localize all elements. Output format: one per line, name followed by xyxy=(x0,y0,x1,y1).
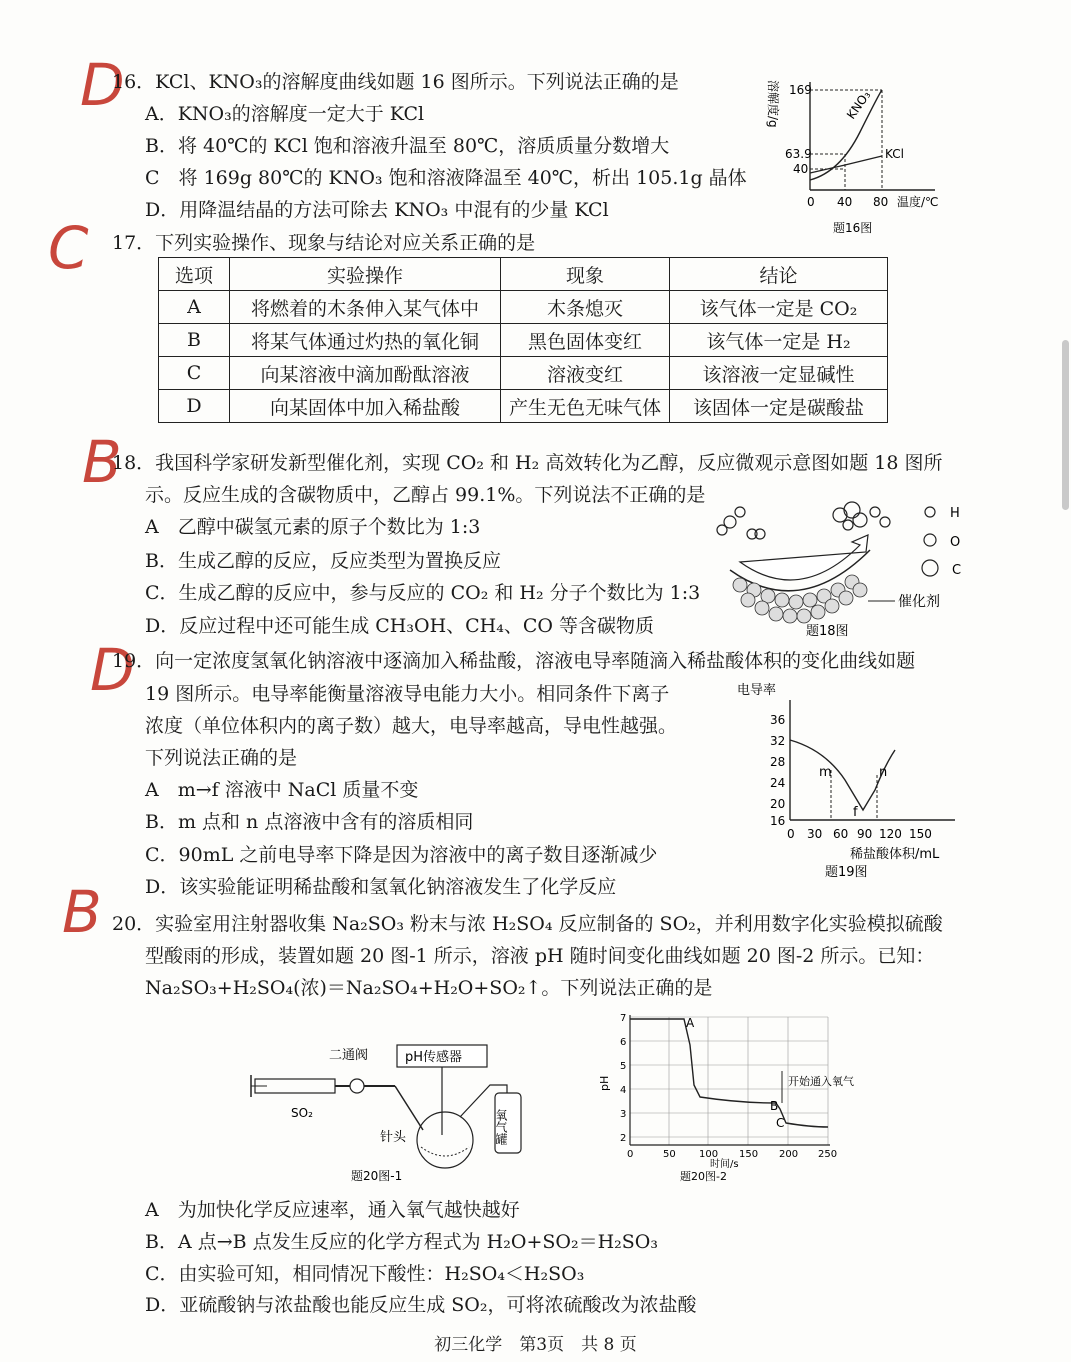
q20-option-d: D．亚硫酸钠与浓盐酸也能反应生成 SO₂，可将浓硫酸改为浓盐酸 xyxy=(145,1294,697,1316)
handwritten-answer-18: B xyxy=(82,428,122,496)
q19-stem-line4: 下列说法正确的是 xyxy=(145,747,298,769)
table-cell: 将燃着的木条伸入某气体中 xyxy=(230,291,501,324)
q20-ytick: 4 xyxy=(620,1085,627,1096)
page-footer: 初三化学 第3页 共 8 页 xyxy=(434,1335,637,1355)
q19-xtick: 0 xyxy=(787,827,795,841)
table-cell: 黑色固体变红 xyxy=(501,324,670,357)
q20-ytick: 2 xyxy=(620,1133,627,1144)
q17-stem: 17．下列实验操作、现象与结论对应关系正确的是 xyxy=(112,232,536,254)
table-cell: 向某溶液中滴加酚酞溶液 xyxy=(230,357,501,390)
q20-stem-line3: Na₂SO₃+H₂SO₄(浓)＝Na₂SO₄+H₂O+SO₂↑。下列说法正确的是 xyxy=(145,977,713,999)
q20-stem-line2: 型酸雨的形成，装置如题 20 图-1 所示，溶液 pH 随时间变化曲线如题 20 图-2 所示。已知： xyxy=(145,945,935,967)
table-header: 结论 xyxy=(670,258,888,291)
q20-xtick: 200 xyxy=(779,1149,799,1160)
q20-ytick: 7 xyxy=(620,1013,627,1024)
q20-point-a: A xyxy=(686,1016,695,1030)
q19-ytick: 24 xyxy=(770,776,786,790)
q16-xtick-80: 80 xyxy=(873,195,889,209)
table-cell: 该溶液一定显碱性 xyxy=(670,357,888,390)
q16-series-kno3: KNO₃ xyxy=(843,88,874,122)
oxygen-tank-label: 氧气罐 xyxy=(494,1109,508,1145)
table-cell: D xyxy=(159,390,230,423)
table-row xyxy=(159,390,888,423)
q18-option-b: B．生成乙醇的反应，反应类型为置换反应 xyxy=(145,550,501,572)
q20-option-b: B．A 点→B 点发生反应的化学方程式为 H₂O+SO₂＝H₂SO₃ xyxy=(145,1231,658,1253)
q20-xlabel: 时间/s xyxy=(710,1159,739,1170)
q19-xtick: 150 xyxy=(909,827,932,841)
q16-option-a: A．KNO₃的溶解度一定大于 KCl xyxy=(145,103,425,125)
q19-stem-line3: 浓度（单位体积内的离子数）越大，电导率越高，导电性越强。 xyxy=(145,715,678,737)
q19-option-c: C．90mL 之前电导率下降是因为溶液中的离子数目逐渐减少 xyxy=(145,844,658,866)
q18-micro-diagram xyxy=(700,490,990,640)
table-cell: 溶液变红 xyxy=(501,357,670,390)
needle-label: 针头 xyxy=(380,1130,407,1145)
q19-caption: 题19图 xyxy=(825,865,868,880)
q19-xlabel: 稀盐酸体积/mL xyxy=(850,847,940,862)
legend-o: O xyxy=(950,535,961,550)
table-cell: 该固体一定是碳酸盐 xyxy=(670,390,888,423)
q20-ylabel: pH xyxy=(598,1075,611,1091)
q19-xtick: 90 xyxy=(857,827,873,841)
handwritten-answer-16: D xyxy=(80,51,125,119)
valve-label: 二通阀 xyxy=(329,1048,369,1063)
q20-fig2-caption: 题20图-2 xyxy=(680,1170,727,1183)
q19-option-b: B．m 点和 n 点溶液中含有的溶质相同 xyxy=(145,811,474,833)
q19-point-f: f xyxy=(853,805,858,820)
q20-point-c: C xyxy=(776,1116,785,1130)
table-cell: 木条熄灭 xyxy=(501,291,670,324)
q18-option-c: C．生成乙醇的反应中，参与反应的 CO₂ 和 H₂ 分子个数比为 1:3 xyxy=(145,582,701,604)
legend-h: H xyxy=(950,506,960,521)
ph-sensor-label: pH传感器 xyxy=(405,1050,463,1065)
q20-ytick: 6 xyxy=(620,1037,627,1048)
handwritten-answer-17: C xyxy=(48,214,89,282)
q16-ytick-169: 169 xyxy=(789,83,812,97)
table-cell: B xyxy=(159,324,230,357)
q20-point-b: B xyxy=(770,1099,779,1113)
table-cell: 该气体一定是 H₂ xyxy=(670,324,888,357)
table-header: 选项 xyxy=(159,258,230,291)
q16-ytick-40: 40 xyxy=(793,162,809,176)
q16-xlabel: 温度/℃ xyxy=(897,195,939,209)
q16-stem: 16．KCl、KNO₃的溶解度曲线如题 16 图所示。下列说法正确的是 xyxy=(112,71,679,93)
q18-option-d: D．反应过程中还可能生成 CH₃OH、CH₄、CO 等含碳物质 xyxy=(145,615,655,637)
q19-xtick: 30 xyxy=(807,827,823,841)
q16-option-c: C 将 169g 80℃的 KNO₃ 饱和溶液降温至 40℃，析出 105.1g 晶体 xyxy=(145,167,747,189)
table-header: 现象 xyxy=(501,258,670,291)
q19-ylabel: 电导率 xyxy=(737,683,777,698)
q20-fig1-caption: 题20图-1 xyxy=(351,1169,403,1183)
q20-ph-curve xyxy=(630,1019,828,1127)
catalyst-label: 催化剂 xyxy=(898,594,940,610)
handwritten-answer-20: B xyxy=(62,878,102,946)
table-row xyxy=(159,324,888,357)
q20-xtick: 100 xyxy=(699,1149,719,1160)
q16-ytick-639: 63.9 xyxy=(785,147,812,161)
q16-kno3-curve xyxy=(810,90,882,180)
q16-option-d: D．用降温结晶的方法可除去 KNO₃ 中混有的少量 KCl xyxy=(145,199,609,221)
q16-kcl-curve xyxy=(810,156,882,173)
q18-stem-line1: 18．我国科学家研发新型催化剂，实现 CO₂ 和 H₂ 高效转化为乙醇，反应微观示意图如题 18 图所 xyxy=(112,452,943,474)
q19-conductivity-chart xyxy=(735,680,965,880)
q19-xtick: 120 xyxy=(879,827,902,841)
q20-apparatus-diagram xyxy=(245,1035,545,1185)
q19-stem-line2: 19 图所示。电导率能衡量溶液导电能力大小。相同条件下离子 xyxy=(145,683,670,705)
table-header: 实验操作 xyxy=(230,258,501,291)
table-cell: 该气体一定是 CO₂ xyxy=(670,291,888,324)
q20-annotation: 开始通入氧气 xyxy=(788,1075,854,1088)
q16-solubility-chart xyxy=(765,72,955,237)
q18-stem-line2: 示。反应生成的含碳物质中，乙醇占 99.1%。下列说法不正确的是 xyxy=(145,484,706,506)
q16-xtick-40: 40 xyxy=(837,195,853,209)
q17-table xyxy=(158,257,888,423)
q20-xtick: 250 xyxy=(818,1149,838,1160)
q20-ytick: 5 xyxy=(620,1061,627,1072)
q20-stem-line1: 20．实验室用注射器收集 Na₂SO₃ 粉末与浓 H₂SO₄ 反应制备的 SO₂，并利用数字化实验模拟硫酸 xyxy=(112,913,943,935)
q19-point-m: m xyxy=(819,765,832,780)
q20-xtick: 0 xyxy=(627,1149,634,1160)
reaction-arrow-icon xyxy=(740,535,868,580)
table-cell: 将某气体通过灼热的氧化铜 xyxy=(230,324,501,357)
table-row xyxy=(159,357,888,390)
table-cell: C xyxy=(159,357,230,390)
legend-c: C xyxy=(952,563,962,578)
scrollbar-thumb[interactable] xyxy=(1062,340,1069,510)
q19-ytick: 16 xyxy=(770,814,786,828)
q16-ylabel: 溶解度/g xyxy=(766,80,780,128)
q20-ph-chart xyxy=(598,1005,854,1185)
q19-ytick: 28 xyxy=(770,755,786,769)
q20-xtick: 50 xyxy=(663,1149,676,1160)
q19-stem-line1: 19．向一定浓度氢氧化钠溶液中逐滴加入稀盐酸，溶液电导率随滴入稀盐酸体积的变化曲线如题 xyxy=(112,650,916,672)
q19-ytick: 36 xyxy=(770,713,786,727)
so2-label: SO₂ xyxy=(291,1106,313,1120)
table-cell: 产生无色无味气体 xyxy=(501,390,670,423)
table-row xyxy=(159,291,888,324)
q20-option-c: C．由实验可知，相同情况下酸性：H₂SO₄＜H₂SO₃ xyxy=(145,1263,585,1285)
q16-xtick-0: 0 xyxy=(807,195,815,209)
table-cell: A xyxy=(159,291,230,324)
q16-series-kcl: KCl xyxy=(885,147,904,161)
table-cell: 向某固体中加入稀盐酸 xyxy=(230,390,501,423)
q19-ytick: 20 xyxy=(770,797,786,811)
q16-caption: 题16图 xyxy=(833,221,873,235)
q19-ytick: 32 xyxy=(770,734,786,748)
q19-option-a: A m→f 溶液中 NaCl 质量不变 xyxy=(145,779,419,801)
q20-option-a: A 为加快化学反应速率，通入氧气越快越好 xyxy=(145,1199,520,1221)
q20-xtick: 150 xyxy=(739,1149,759,1160)
q18-caption: 题18图 xyxy=(806,624,849,639)
q19-xtick: 60 xyxy=(833,827,849,841)
table-header-row xyxy=(159,258,888,291)
q19-point-n: n xyxy=(879,765,888,780)
q19-option-d: D．该实验能证明稀盐酸和氢氧化钠溶液发生了化学反应 xyxy=(145,876,617,898)
q18-option-a: A 乙醇中碳氢元素的原子个数比为 1:3 xyxy=(145,516,481,538)
q20-ytick: 3 xyxy=(620,1109,627,1120)
q16-option-b: B．将 40℃的 KCl 饱和溶液升温至 80℃，溶质质量分数增大 xyxy=(145,135,670,157)
handwritten-answer-19: D xyxy=(90,636,135,704)
